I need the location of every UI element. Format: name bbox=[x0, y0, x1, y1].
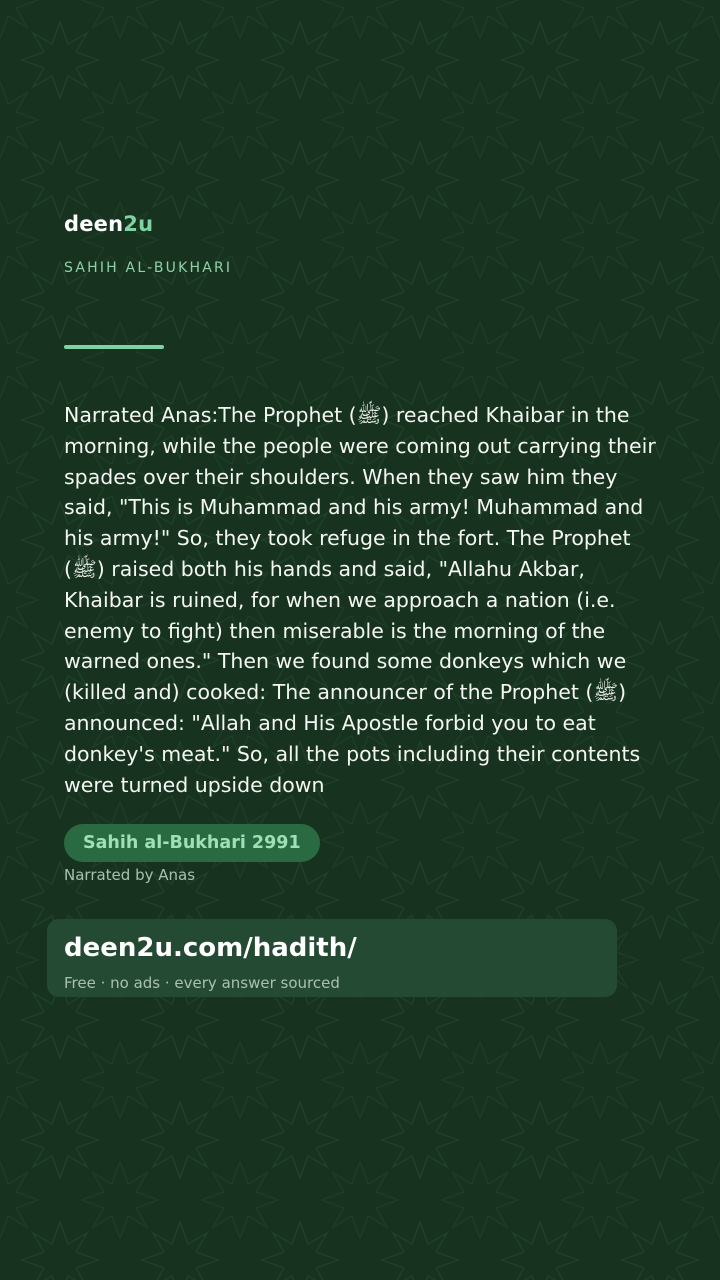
hadith-text: Narrated Anas:The Prophet (ﷺ) reached Khaibar in the morning, while the people were coming out carrying their spades over their shoulders. When they saw him they said, "This is Muhammad and his army! Muhammad and his army!" So, they took refuge in the fort. The Prophet (ﷺ) raised both his hands and said, "Allahu Akbar, Khaibar is ruined, for when we approach a nation (i.e. enemy to fight) then miserable is the morning of the warned ones." Then we found some donkeys which we (killed and) cooked: The announcer of the Prophet (ﷺ) announced: "Allah and His Apostle forbid you to eat donkey's meat." So, all the pots including their contents were turned upside down bbox=[64, 403, 656, 797]
reference-badge: Sahih al-Bukhari 2991 bbox=[64, 824, 320, 862]
narrator-label: Narrated by Anas bbox=[64, 866, 196, 884]
brand-prefix: deen bbox=[64, 212, 124, 236]
brand-accent: 2u bbox=[123, 212, 154, 236]
website-link-card[interactable] bbox=[47, 919, 617, 997]
website-url[interactable]: deen2u.com/hadith/ bbox=[64, 933, 357, 963]
website-tagline: Free · no ads · every answer sourced bbox=[64, 974, 340, 992]
collection-label: SAHIH AL-BUKHARI bbox=[64, 260, 233, 276]
divider bbox=[64, 345, 164, 349]
brand-logo bbox=[64, 212, 153, 236]
